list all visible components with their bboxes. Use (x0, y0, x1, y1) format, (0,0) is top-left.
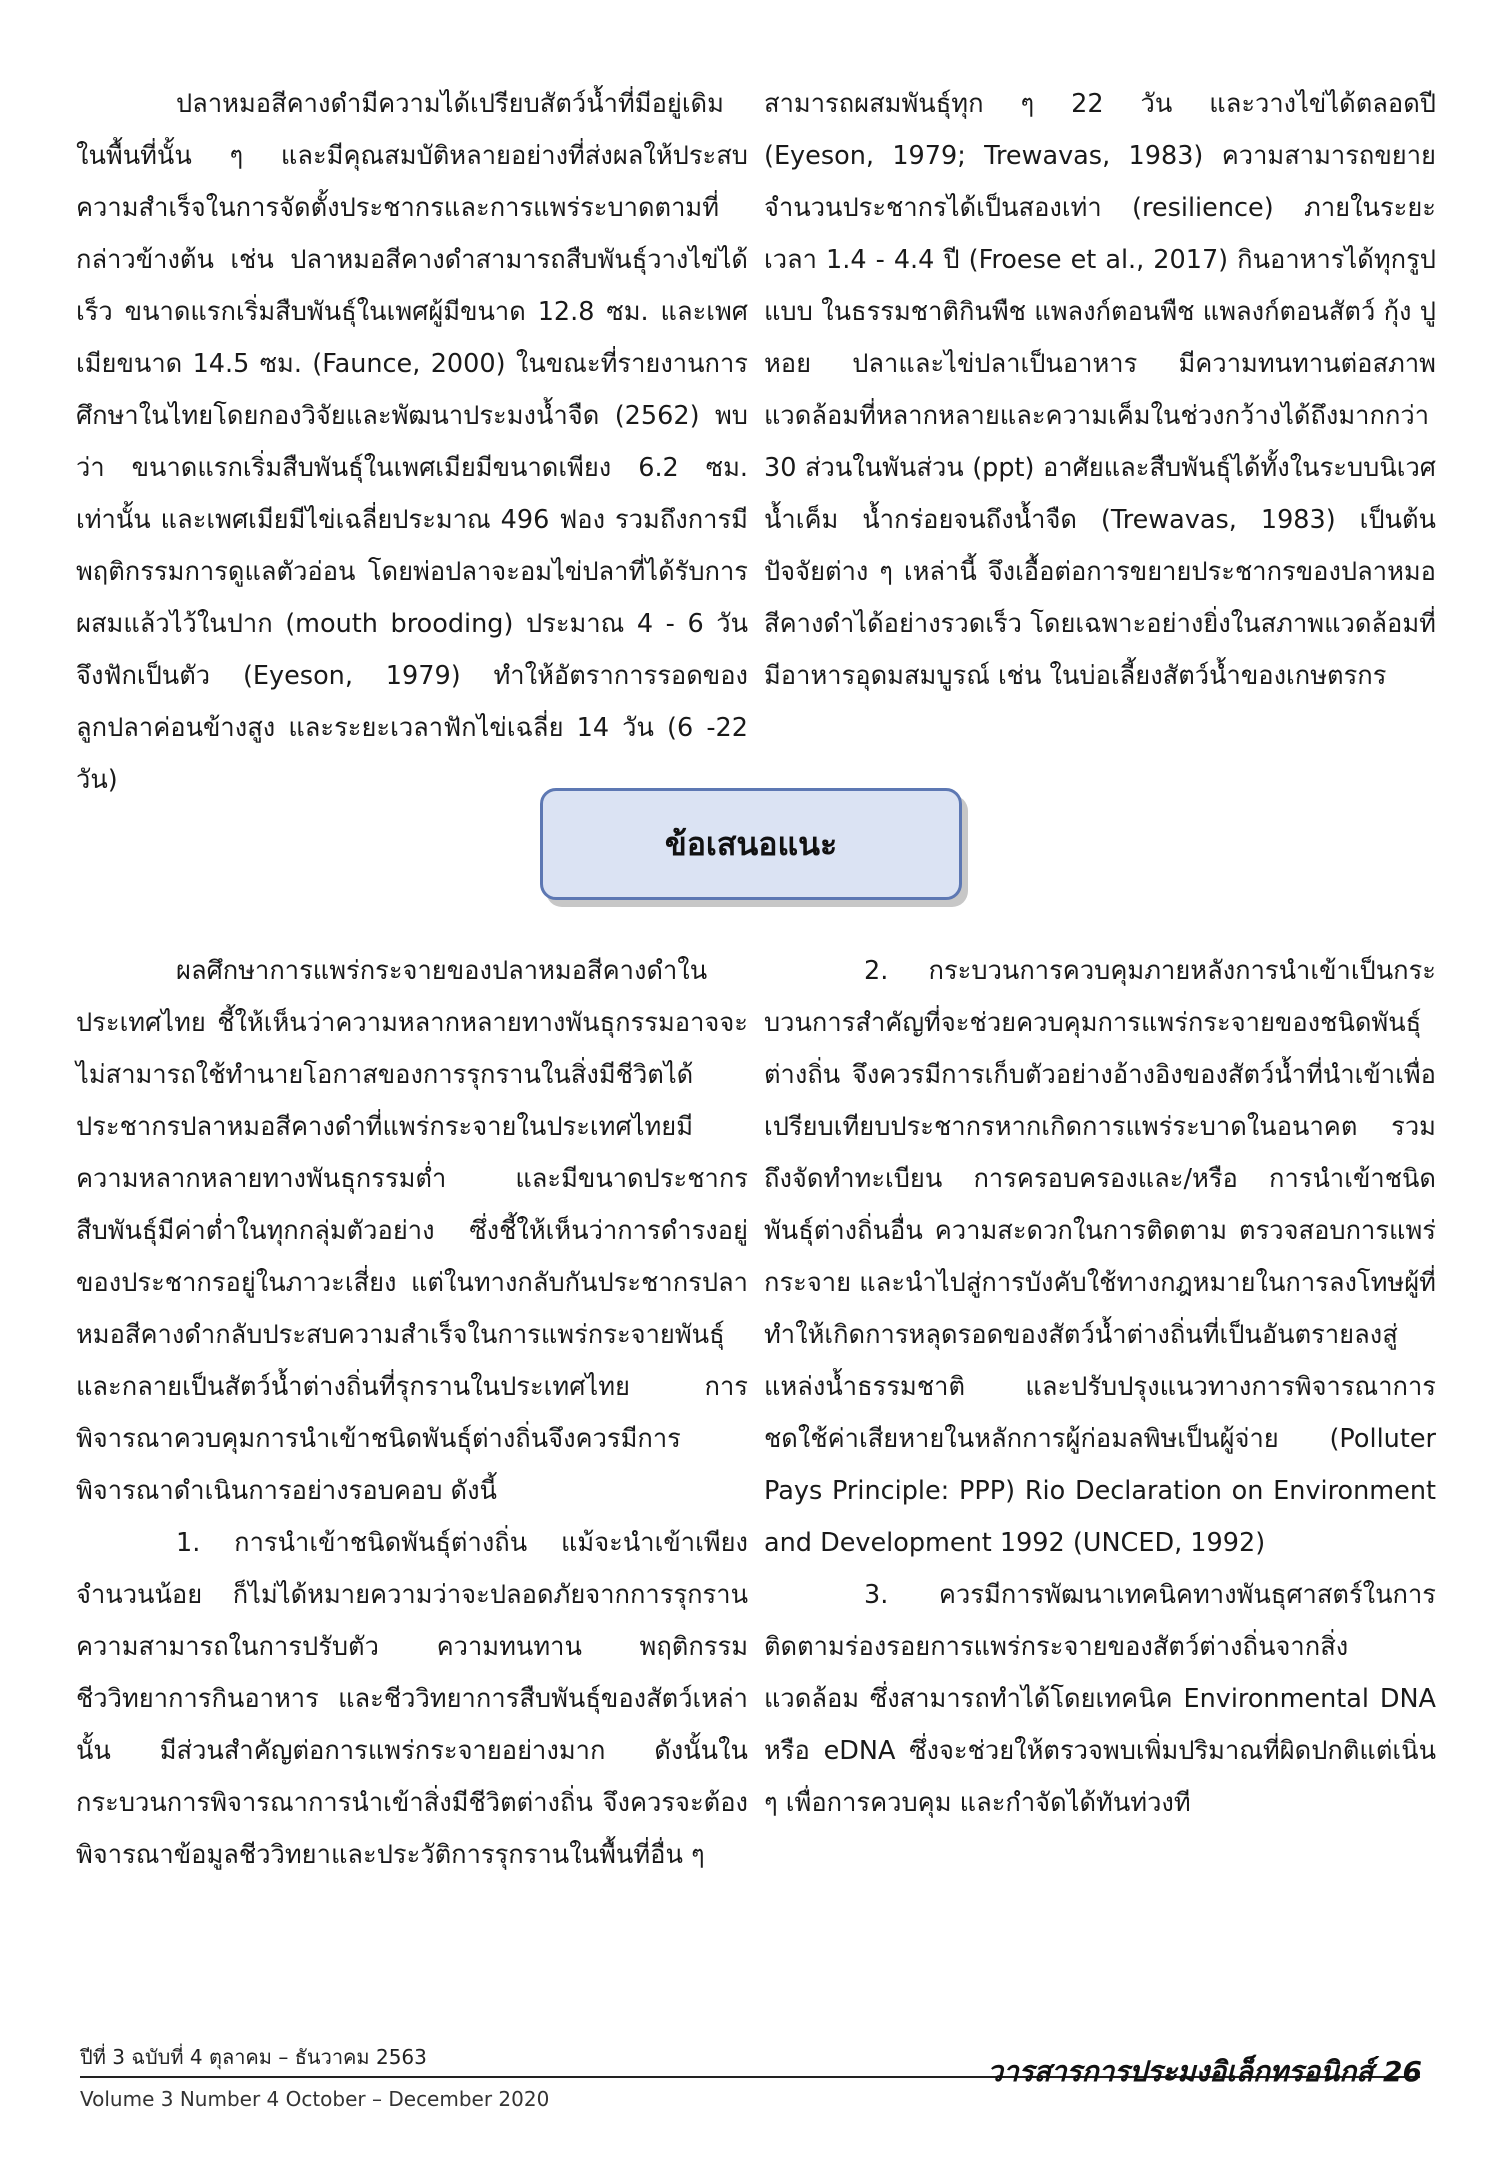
footer-divider (80, 2076, 980, 2078)
footer-issue-english: Volume 3 Number 4 October – December 2020 (80, 2087, 550, 2111)
top-right-column (764, 78, 1436, 702)
footer-issue-thai: ปีที่ 3 ฉบับที่ 4 ตุลาคม – ธันวาคม 2563 (80, 2045, 427, 2069)
bottom-left-column (76, 945, 748, 1881)
intro-paragraph: ผลศึกษาการแพร่กระจายของปลาหมอสีคางดำในประเทศไทย ชี้ให้เห็นว่าความหลากหลายทางพันธุกรรมอาจจะไม่สามารถใช้ทำนายโอกาสของการรุกรานในสิ่งมีชีวิตได้ ประชากรปลาหมอสีคางดำที่แพร่กระจายในประเทศไทยมีความหลากหลายทางพันธุกรรมต่ำ และมีขนาดประชากรสืบพันธุ์มีค่าต่ำในทุกกลุ่มตัวอย่าง ซึ่งชี้ให้เห็นว่าการดำรงอยู่ของประชากรอยู่ในภาวะเสี่ยง แต่ในทางกลับกันประชากรปลาหมอสีคางดำกลับประสบความสำเร็จในการแพร่กระจายพันธุ์และกลายเป็นสัตว์น้ำต่างถิ่นที่รุกรานในประเทศไทย การพิจารณาควบคุมการนำเข้าชนิดพันธุ์ต่างถิ่นจึงควรมีการพิจารณาดำเนินการอย่างรอบคอบ ดังนี้ (76, 956, 748, 1506)
journal-title: วารสารการประมงอิเล็กทรอนิกส์ (987, 2055, 1374, 2088)
body-paragraph: สามารถผสมพันธุ์ทุก ๆ 22 วัน และวางไข่ได้ตลอดปี (Eyeson, 1979; Trewavas, 1983) ความสามารถขยายจำนวนประชากรได้เป็นสองเท่า (resilience) ภายในระยะเวลา 1.4 - 4.4 ปี (Froese et al., 2017) กินอาหารได้ทุกรูปแบบ ในธรรมชาติกินพืช แพลงก์ตอนพืช แพลงก์ตอนสัตว์ กุ้ง ปู หอย ปลาและไข่ปลาเป็นอาหาร มีความทนทานต่อสภาพแวดล้อมที่หลากหลายและความเค็มในช่วงกว้างได้ถึงมากกว่า 30 ส่วนในพันส่วน (ppt) อาศัยและสืบพันธุ์ได้ทั้งในระบบนิเวศน้ำเค็ม น้ำกร่อยจนถึงน้ำจืด (Trewavas, 1983) เป็นต้น ปัจจัยต่าง ๆ เหล่านี้ จึงเอื้อต่อการขยายประชากรของปลาหมอสีคางดำได้อย่างรวดเร็ว โดยเฉพาะอย่างยิ่งในสภาพแวดล้อมที่มีอาหารอุดมสมบูรณ์ เช่น ในบ่อเลี้ยงสัตว์น้ำของเกษตรกร (764, 89, 1436, 691)
recommendation-item-2: 2. กระบวนการควบคุมภายหลังการนำเข้าเป็นกระบวนการสำคัญที่จะช่วยควบคุมการแพร่กระจายของชนิดพันธุ์ต่างถิ่น จึงควรมีการเก็บตัวอย่างอ้างอิงของสัตว์น้ำที่นำเข้าเพื่อเปรียบเทียบประชากรหากเกิดการแพร่ระบาดในอนาคต รวมถึงจัดทำทะเบียน การครอบครองและ/หรือ การนำเข้าชนิดพันธุ์ต่างถิ่นอื่น ความสะดวกในการติดตาม ตรวจสอบการแพร่กระจาย และนำไปสู่การบังคับใช้ทางกฎหมายในการลงโทษผู้ที่ทำให้เกิดการหลุดรอดของสัตว์น้ำต่างถิ่นที่เป็นอันตรายลงสู่แหล่งน้ำธรรมชาติ และปรับปรุงแนวทางการพิจารณาการชดใช้ค่าเสียหายในหลักการผู้ก่อมลพิษเป็นผู้จ่าย (Polluter Pays Principle: PPP) Rio Declaration on Environment and Development 1992 (UNCED, 1992) (764, 956, 1436, 1558)
recommendation-item-1: 1. การนำเข้าชนิดพันธุ์ต่างถิ่น แม้จะนำเข้าเพียงจำนวนน้อย ก็ไม่ได้หมายความว่าจะปลอดภัยจากการรุกราน ความสามารถในการปรับตัว ความทนทาน พฤติกรรม ชีววิทยาการกินอาหาร และชีววิทยาการสืบพันธุ์ของสัตว์เหล่านั้น มีส่วนสำคัญต่อการแพร่กระจายอย่างมาก ดังนั้นในกระบวนการพิจารณาการนำเข้าสิ่งมีชีวิตต่างถิ่น จึงควรจะต้องพิจารณาข้อมูลชีววิทยาและประวัติการรุกรานในพื้นที่อื่น ๆ (76, 1528, 748, 1870)
body-paragraph: ปลาหมอสีคางดำมีความได้เปรียบสัตว์น้ำที่มีอยู่เดิมในพื้นที่นั้น ๆ และมีคุณสมบัติหลายอย่างที่ส่งผลให้ประสบความสำเร็จในการจัดตั้งประชากรและการแพร่ระบาดตามที่กล่าวข้างต้น เช่น ปลาหมอสีคางดำสามารถสืบพันธุ์วางไข่ได้เร็ว ขนาดแรกเริ่มสืบพันธุ์ในเพศผู้มีขนาด 12.8 ซม. และเพศเมียขนาด 14.5 ซม. (Faunce, 2000) ในขณะที่รายงานการศึกษาในไทยโดยกองวิจัยและพัฒนาประมงน้ำจืด (2562) พบว่า ขนาดแรกเริ่มสืบพันธุ์ในเพศเมียมีขนาดเพียง 6.2 ซม. เท่านั้น และเพศเมียมีไข่เฉลี่ยประมาณ 496 ฟอง รวมถึงการมีพฤติกรรมการดูแลตัวอ่อน โดยพ่อปลาจะอมไข่ปลาที่ได้รับการผสมแล้วไว้ในปาก (mouth brooding) ประมาณ 4 - 6 วัน จึงฟักเป็นตัว (Eyeson, 1979) ทำให้อัตราการรอดของลูกปลาค่อนข้างสูง และระยะเวลาฟักไข่เฉลี่ย 14 วัน (6 -22 วัน) (76, 89, 748, 795)
section-heading-box (540, 788, 962, 900)
bottom-right-column (764, 945, 1436, 1829)
top-left-column (76, 78, 748, 806)
page-number: 26 (1383, 2055, 1422, 2088)
recommendation-item-3: 3. ควรมีการพัฒนาเทคนิคทางพันธุศาสตร์ในการติดตามร่องรอยการแพร่กระจายของสัตว์ต่างถิ่นจากสิ่งแวดล้อม ซึ่งสามารถทำได้โดยเทคนิค Environmental DNA หรือ eDNA ซึ่งจะช่วยให้ตรวจพบเพิ่มปริมาณที่ผิดปกติแต่เนิ่น ๆ เพื่อการควบคุม และกำจัดได้ทันท่วงที (764, 1580, 1436, 1818)
section-heading: ข้อเสนอแนะ (664, 824, 838, 863)
footer-journal (987, 2050, 1422, 2094)
